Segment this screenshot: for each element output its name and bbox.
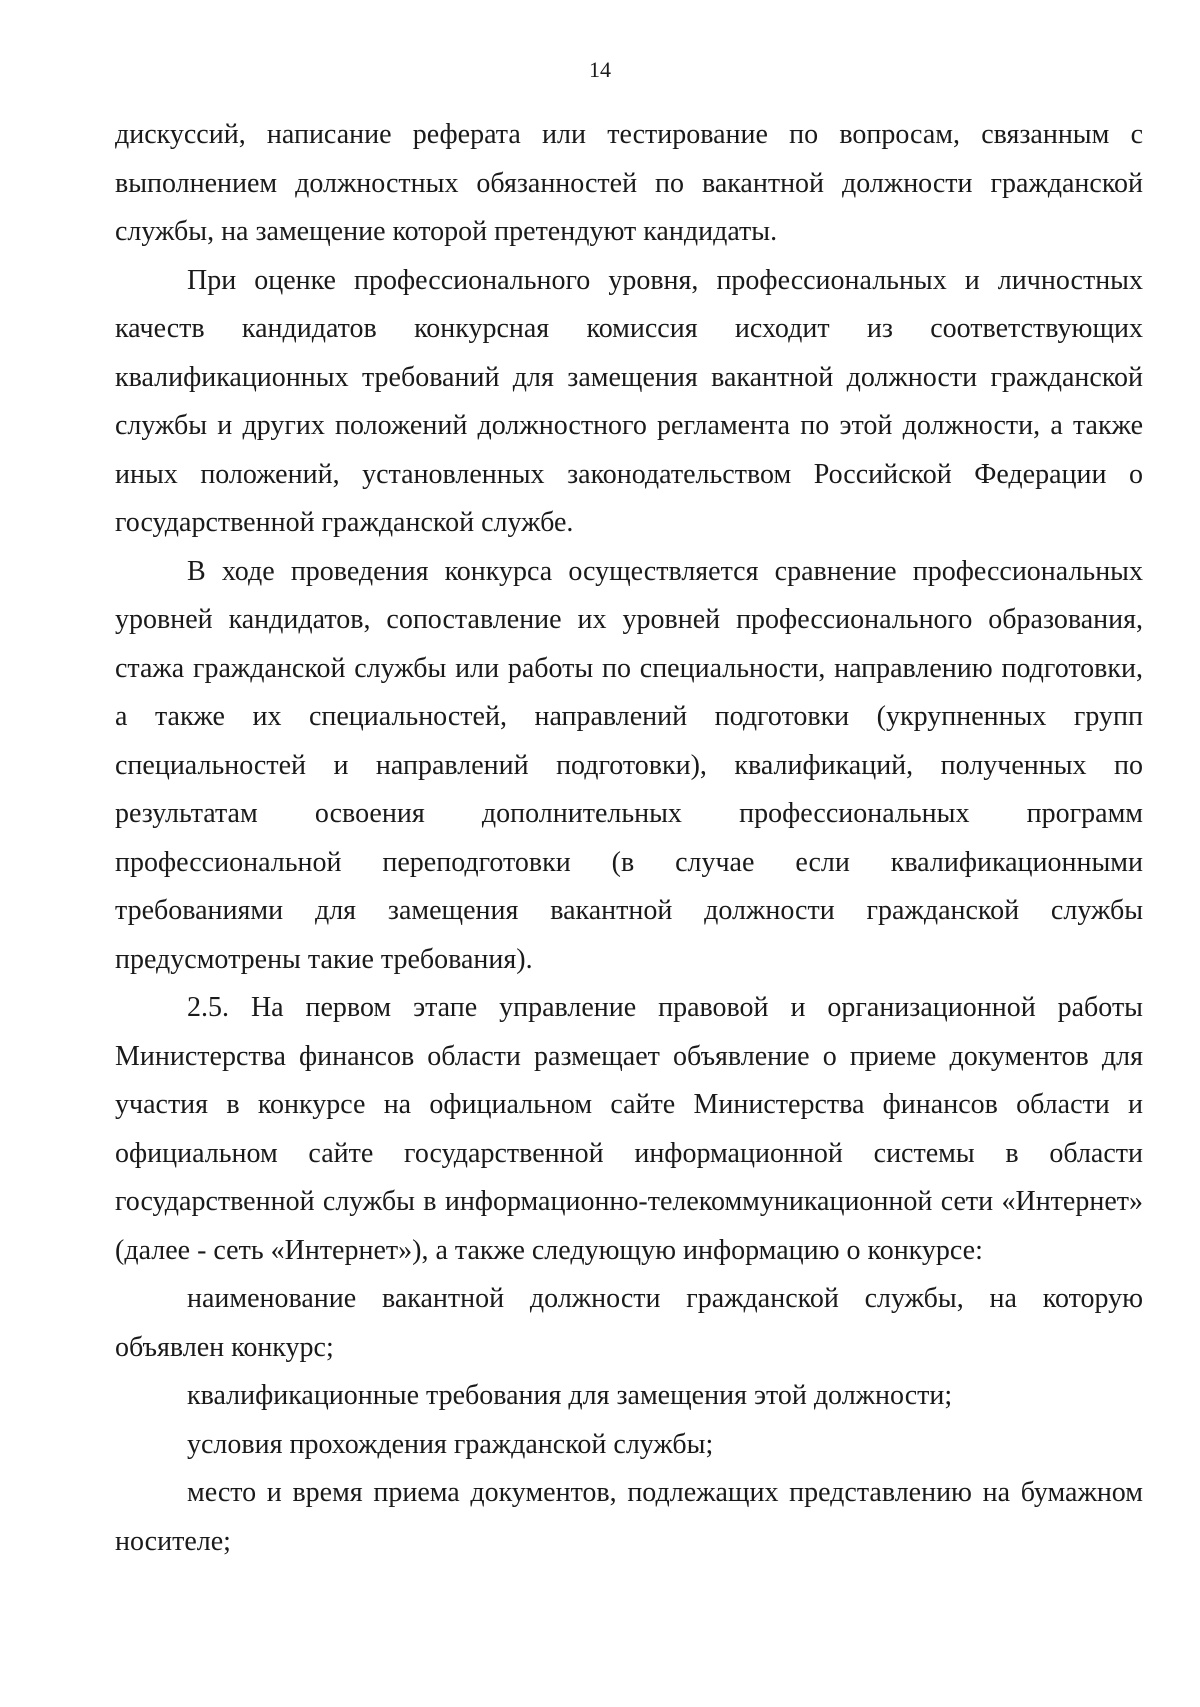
list-item-service-conditions: условия прохождения гражданской службы; [187,1428,714,1460]
paragraph-evaluation-criteria: При оценке профессионального уровня, профессиональных и личностных качеств кандидатов конкурсная комиссия исходит из соответствующих квалификационных требований для замещения вакантной должности гражданской службы и других положений должностного регламента по этой должности, а также иных положений, установленных законодательством Российской Федерации о государственной гражданской службе. [115,264,1143,538]
list-item-position-name: наименование вакантной должности гражданской службы, на которую объявлен конкурс; [115,1283,1143,1363]
page-number: 14 [589,57,611,82]
paragraph-continuation: дискуссий, написание реферата или тестирование по вопросам, связанным с выполнением должностных обязанностей по вакантной должности гражданской службы, на замещение которой претендуют кандидаты. [115,119,1143,247]
list-item-qualification-requirements: квалификационные требования для замещения этой должности; [187,1380,953,1411]
list-item-document-reception: место и время приема документов, подлежащих представлению на бумажном носителе; [115,1477,1143,1557]
paragraph-section-2-5: 2.5. На первом этапе управление правовой и организационной работы Министерства финансов области размещает объявление о приеме документов для участия в конкурсе на официальном сайте Министерства финансов области и официальном сайте государственной информационной системы в области государственной службы в информационно-телекоммуникационной сети «Интернет» (далее - сеть «Интернет»), а также следующую информацию о конкурсе: [115,992,1143,1266]
paragraph-comparison: В ходе проведения конкурса осуществляется сравнение профессиональных уровней кандидатов, сопоставление их уровней профессионального образования, стажа гражданской службы или работы по специальности, направлению подготовки, а также их специальностей, направлений подготовки (укрупненных групп специальностей и направлений подготовки), квалификаций, полученных по результатам освоения дополнительных профессиональных программ профессиональной переподготовки (в случае если квалификационными требованиями для замещения вакантной должности гражданской службы предусмотрены такие требования). [115,555,1143,975]
document-body [115,111,1143,1566]
